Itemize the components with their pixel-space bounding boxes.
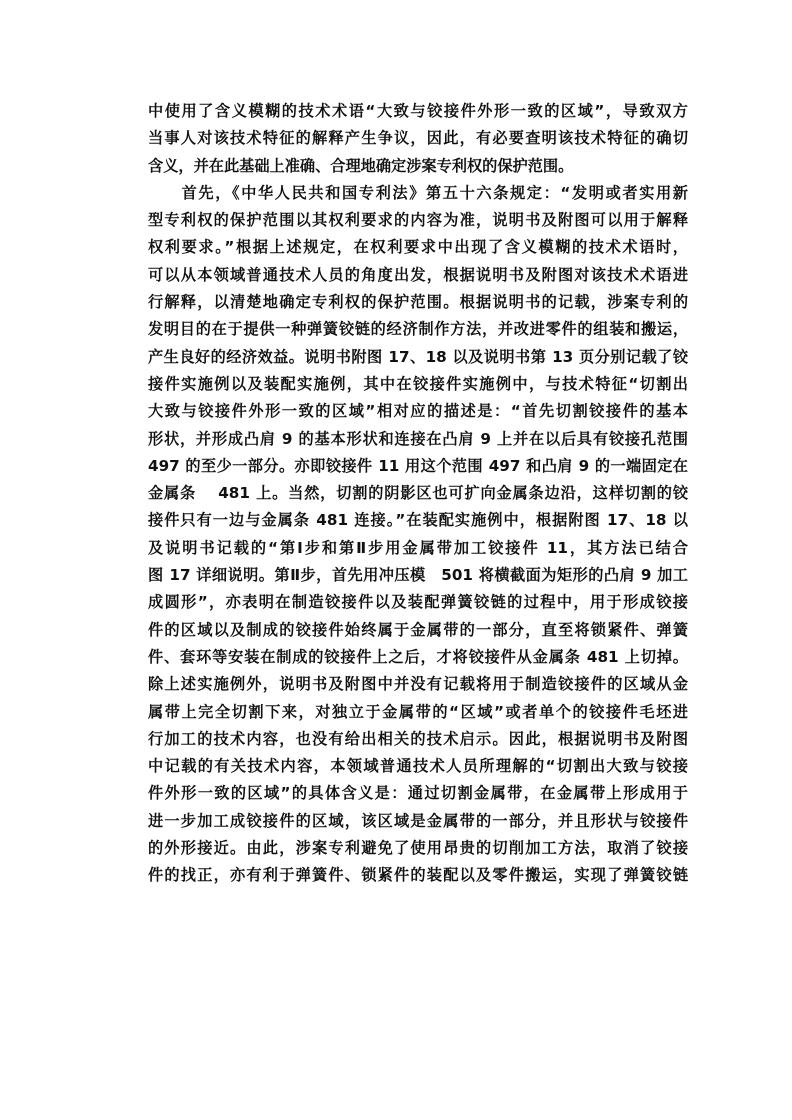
text-line: 图 17 详细说明。第Ⅱ步，首先用冲压模 501 将横截面为矩形的凸肩 9 加工 <box>148 566 688 585</box>
text-line: 行解释，以清楚地确定专利权的保护范围。根据说明书的记载，涉案专利的 <box>148 293 688 312</box>
text-line: 大致与铰接件外形一致的区域”相对应的描述是：“首先切割铰接件的基本 <box>148 402 688 421</box>
text-line: 件外形一致的区域”的具体含义是：通过切割金属带，在金属带上形成用于 <box>148 784 688 803</box>
text-line: 权利要求。”根据上述规定，在权利要求中出现了含义模糊的技术术语时， <box>148 238 688 257</box>
text-line: 进一步加工成铰接件的区域，该区域是金属带的一部分，并且形状与铰接件 <box>148 811 688 830</box>
text-line: 除上述实施例外，说明书及附图中并没有记载将用于制造铰接件的区域从金 <box>148 675 688 694</box>
text-line: 件的找正，亦有利于弹簧件、锁紧件的装配以及零件搬运，实现了弹簧铰链 <box>148 866 688 885</box>
text-line: 行加工的技术内容，也没有给出相关的技术启示。因此，根据说明书及附图 <box>148 729 688 748</box>
text-line: 首先，《中华人民共和国专利法》第五十六条规定：“发明或者实用新 <box>148 183 688 202</box>
body-text <box>148 98 688 890</box>
text-line: 件的区域以及制成的铰接件始终属于金属带的一部分，直至将锁紧件、弹簧 <box>148 620 688 639</box>
text-line: 型专利权的保护范围以其权利要求的内容为准，说明书及附图可以用于解释 <box>148 211 688 230</box>
text-line: 金属条 481 上。当然，切割的阴影区也可扩向金属条边沿，这样切割的铰 <box>148 484 688 503</box>
text-line: 发明目的在于提供一种弹簧铰链的经济制作方法，并改进零件的组装和搬运， <box>148 320 688 339</box>
text-line: 当事人对该技术特征的解释产生争议，因此，有必要查明该技术特征的确切 <box>148 129 688 148</box>
text-line: 接件实施例以及装配实施例，其中在铰接件实施例中，与技术特征“切割出 <box>148 374 688 393</box>
text-line: 及说明书记载的“第Ⅰ步和第Ⅱ步用金属带加工铰接件 11，其方法已结合 <box>148 538 688 557</box>
text-line: 接件只有一边与金属条 481 连接。”在装配实施例中，根据附图 17、18 以 <box>148 511 688 530</box>
text-line: 件、套环等安装在制成的铰接件上之后，才将铰接件从金属条 481 上切掉。 <box>148 647 688 666</box>
text-line: 属带上完全切割下来，对独立于金属带的“区域”或者单个的铰接件毛坯进 <box>148 702 688 721</box>
text-line: 中记载的有关技术内容，本领域普通技术人员所理解的“切割出大致与铰接 <box>148 757 688 776</box>
text-line: 形状，并形成凸肩 9 的基本形状和连接在凸肩 9 上并在以后具有铰接孔范围 <box>148 429 688 448</box>
text-line: 产生良好的经济效益。说明书附图 17、18 以及说明书第 13 页分别记载了铰 <box>148 347 688 366</box>
text-line: 含义，并在此基础上准确、合理地确定涉案专利权的保护范围。 <box>148 156 574 175</box>
text-line: 成圆形”，亦表明在制造铰接件以及装配弹簧铰链的过程中，用于形成铰接 <box>148 593 688 612</box>
text-line: 中使用了含义模糊的技术术语“大致与铰接件外形一致的区域”，导致双方 <box>148 102 688 120</box>
text-line: 的外形接近。由此，涉案专利避免了使用昂贵的切削加工方法，取消了铰接 <box>148 839 688 858</box>
text-line: 可以从本领域普通技术人员的角度出发，根据说明书及附图对该技术术语进 <box>148 265 688 284</box>
text-line: 497 的至少一部分。亦即铰接件 11 用这个范围 497 和凸肩 9 的一端固定在 <box>148 456 688 475</box>
